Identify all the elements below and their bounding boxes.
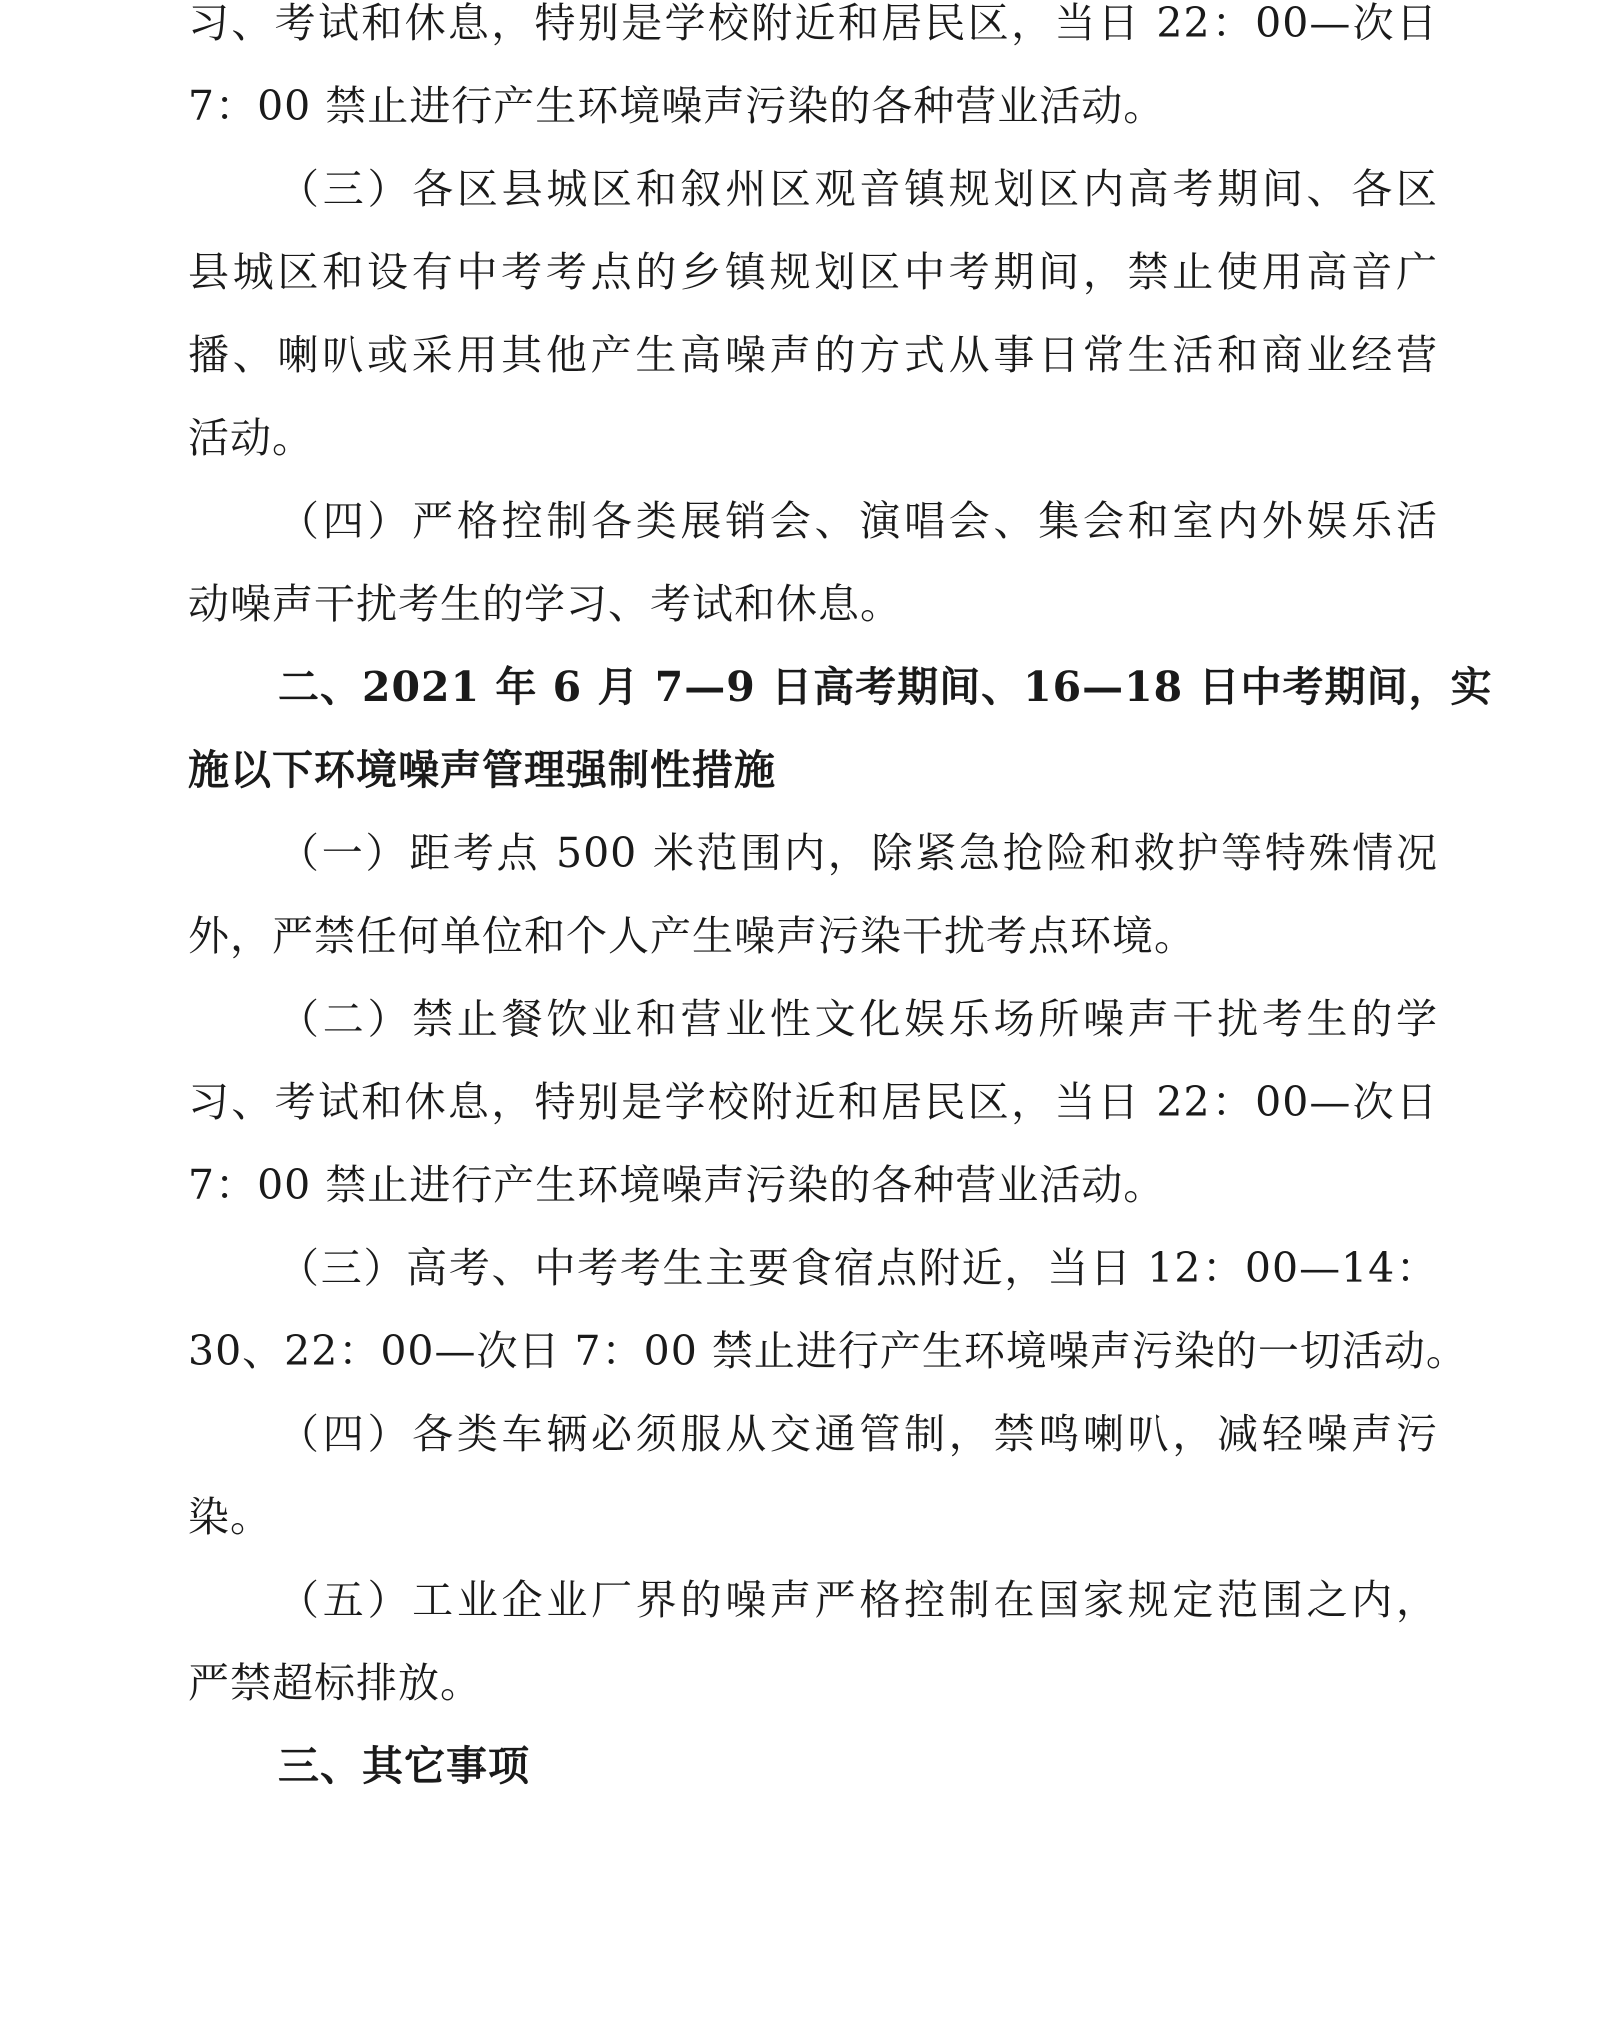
text-line: 播、喇叭或采用其他产生高噪声的方式从事日常生活和商业经营 xyxy=(188,331,1438,379)
text-line: 30、22：00—次日 7：00 禁止进行产生环境噪声污染的一切活动。 xyxy=(188,1327,1468,1375)
text-line: 严禁超标排放。 xyxy=(188,1659,482,1707)
section-heading-line: 二、2021 年 6 月 7—9 日高考期间、16—18 日中考期间，实 xyxy=(278,663,1493,711)
text-line: （二）禁止餐饮业和营业性文化娱乐场所噪声干扰考生的学 xyxy=(278,995,1438,1043)
text-line: 外，严禁任何单位和个人产生噪声污染干扰考点环境。 xyxy=(188,912,1196,960)
text-line: 县城区和设有中考考点的乡镇规划区中考期间，禁止使用高音广 xyxy=(188,248,1438,296)
text-line: 动噪声干扰考生的学习、考试和休息。 xyxy=(188,580,902,628)
text-line: （四）严格控制各类展销会、演唱会、集会和室内外娱乐活 xyxy=(278,497,1438,545)
text-line: 7：00 禁止进行产生环境噪声污染的各种营业活动。 xyxy=(188,82,1166,130)
text-line: （一）距考点 500 米范围内，除紧急抢险和救护等特殊情况 xyxy=(278,829,1438,877)
text-line: 习、考试和休息，特别是学校附近和居民区，当日 22：00—次日 xyxy=(188,1078,1438,1126)
text-line: （四）各类车辆必须服从交通管制，禁鸣喇叭，减轻噪声污 xyxy=(278,1410,1438,1458)
text-line: （三）各区县城区和叙州区观音镇规划区内高考期间、各区 xyxy=(278,165,1438,213)
text-line: 染。 xyxy=(188,1493,272,1541)
text-line: 习、考试和休息，特别是学校附近和居民区，当日 22：00—次日 xyxy=(188,0,1438,47)
section-heading-line: 施以下环境噪声管理强制性措施 xyxy=(188,746,776,794)
text-line: 7：00 禁止进行产生环境噪声污染的各种营业活动。 xyxy=(188,1161,1166,1209)
text-line: （五）工业企业厂界的噪声严格控制在国家规定范围之内， xyxy=(278,1576,1438,1624)
text-line: 活动。 xyxy=(188,414,314,462)
text-line: （三）高考、中考考生主要食宿点附近，当日 12：00—14： xyxy=(278,1244,1438,1292)
section-heading-line: 三、其它事项 xyxy=(278,1742,530,1790)
